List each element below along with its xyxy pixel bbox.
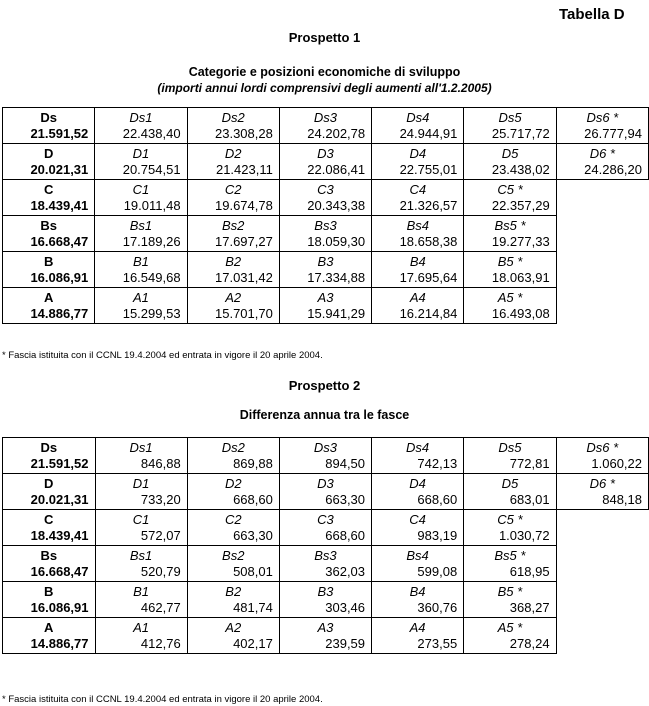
category-base-value: 16.668,47 [30,234,89,249]
position-label: Ds2 [221,110,245,125]
position-cell [556,474,648,510]
category-base-value: 18.439,41 [30,528,89,543]
position-value: 663,30 [233,528,273,543]
position-label: Ds1 [129,440,153,455]
position-cell [464,180,556,216]
position-value: 17.031,42 [215,270,273,285]
position-label: Ds3 [313,440,337,455]
position-value: 278,24 [509,636,550,651]
prospetto2-footnote: * Fascia istituita con il CCNL 19.4.2004 ed entrata in vigore il 20 aprile 2004. [2,694,323,705]
position-value: 15.299,53 [122,306,181,321]
position-label: B4 [409,254,426,269]
position-label: A3 [317,290,334,305]
position-cell [372,546,464,582]
position-value: 17.189,26 [122,234,181,249]
category-cell [3,180,95,216]
position-value: 24.286,20 [584,162,642,177]
position-label: A2 [225,290,242,305]
empty-cell [556,288,648,324]
position-cell [95,216,187,252]
position-label: D5 [501,476,519,491]
position-label: Bs1 [129,218,153,233]
table-row [3,108,649,144]
position-label: Bs1 [129,548,153,563]
position-value: 360,76 [417,600,458,615]
category-cell [3,582,96,618]
position-value: 742,13 [417,456,458,471]
position-cell [187,288,279,324]
position-cell [279,216,371,252]
position-label: Bs5 * [494,218,526,233]
position-cell [372,144,464,180]
prospetto1-footnote: * Fascia istituita con il CCNL 19.4.2004 ed entrata in vigore il 20 aprile 2004. [2,350,323,361]
position-value: 22.755,01 [399,162,458,177]
prospetto1-table [2,107,649,324]
category-cell [3,144,95,180]
position-label: C1 [132,512,150,527]
tabella-label: Tabella D [559,6,625,23]
position-cell [464,618,556,654]
position-cell [372,180,464,216]
prospetto1-subtitle-note: (importi annui lordi comprensivi degli aumenti all'1.2.2005) [157,81,492,95]
category-label: D [43,146,54,161]
empty-cell [556,180,648,216]
position-cell [556,438,648,474]
position-value: 20.343,38 [307,198,366,213]
position-label: A4 [409,620,426,635]
position-value: 16.549,68 [122,270,181,285]
position-label: A2 [225,620,242,635]
position-cell [464,510,556,546]
position-cell [372,216,464,252]
category-base-value: 21.591,52 [30,456,89,471]
position-label: D4 [409,146,427,161]
category-cell [3,288,95,324]
position-cell [95,582,187,618]
position-label: A4 [409,290,426,305]
empty-cell [556,582,648,618]
position-label: C2 [224,182,242,197]
position-label: D1 [132,146,150,161]
position-label: Bs2 [222,218,245,233]
position-cell [372,510,464,546]
category-base-value: 16.086,91 [30,270,89,285]
position-label: Ds1 [129,110,153,125]
position-cell [372,252,464,288]
position-value: 18.658,38 [399,234,458,249]
category-cell [3,108,95,144]
position-cell [464,144,556,180]
empty-cell [556,618,648,654]
table-row [3,546,649,582]
category-cell [3,216,95,252]
empty-cell [556,510,648,546]
position-label: Ds4 [406,110,430,125]
position-value: 368,27 [509,600,550,615]
position-cell [95,288,187,324]
table-row [3,438,649,474]
prospetto2-title: Prospetto 2 [288,378,361,393]
position-label: B1 [132,254,149,269]
position-cell [187,510,279,546]
category-base-value: 14.886,77 [30,306,89,321]
prospetto1-subtitle: Categorie e posizioni economiche di sviluppo [188,65,461,79]
position-value: 19.277,33 [491,234,550,249]
table-row [3,618,649,654]
position-label: A5 * [497,290,523,305]
position-cell [279,180,371,216]
position-label: B1 [133,584,150,599]
position-cell [187,546,279,582]
position-label: B3 [317,584,334,599]
category-cell [3,438,96,474]
position-cell [372,474,464,510]
position-cell [279,144,371,180]
position-cell [279,288,371,324]
position-value: 15.941,29 [307,306,366,321]
category-label: Ds [40,440,58,455]
position-label: Bs5 * [494,548,526,563]
position-label: Bs3 [314,218,337,233]
position-cell [464,438,556,474]
position-label: C2 [224,512,242,527]
category-cell [3,510,96,546]
position-cell [95,474,187,510]
position-cell [95,618,187,654]
position-value: 16.214,84 [399,306,458,321]
position-value: 18.059,30 [307,234,366,249]
position-value: 17.697,27 [215,234,273,249]
position-value: 21.326,57 [399,198,458,213]
position-cell [187,180,279,216]
position-value: 668,60 [417,492,458,507]
position-value: 362,03 [325,564,366,579]
position-cell [279,618,371,654]
position-value: 22.086,41 [307,162,366,177]
position-label: D6 * [589,476,615,491]
position-label: Ds3 [313,110,338,125]
table-row [3,180,649,216]
position-value: 599,08 [417,564,458,579]
position-label: C3 [317,182,334,197]
position-cell [279,252,371,288]
position-label: A1 [132,290,149,305]
position-value: 18.063,91 [491,270,550,285]
position-value: 848,18 [602,492,642,507]
position-label: B2 [225,254,242,269]
prospetto2-subtitle: Differenza annua tra le fasce [239,408,410,422]
position-cell [187,108,279,144]
category-label: Ds [40,110,57,125]
table-row [3,510,649,546]
position-label: Ds6 * [586,110,619,125]
position-cell [279,510,371,546]
position-cell [279,108,371,144]
prospetto2-table [2,437,649,654]
category-label: A [43,290,54,305]
position-value: 618,95 [509,564,550,579]
position-cell [464,252,556,288]
position-label: D1 [132,476,150,491]
category-label: Bs [40,218,57,233]
position-value: 25.717,72 [491,126,550,141]
position-cell [95,438,187,474]
category-label: B [43,254,54,269]
category-cell [3,546,96,582]
position-value: 462,77 [140,600,181,615]
position-value: 23.438,02 [491,162,550,177]
position-cell [187,582,279,618]
position-value: 508,01 [233,564,273,579]
position-label: Ds4 [406,440,430,455]
position-label: Bs2 [222,548,245,563]
category-base-value: 16.668,47 [30,564,89,579]
position-label: A5 * [497,620,523,635]
position-value: 412,76 [140,636,181,651]
position-label: C5 * [497,182,523,197]
position-value: 15.701,70 [215,306,273,321]
position-value: 23.308,28 [215,126,273,141]
position-label: Bs3 [314,548,337,563]
position-cell [279,474,371,510]
position-value: 772,81 [509,456,550,471]
position-cell [95,252,187,288]
position-value: 273,55 [417,636,458,651]
position-value: 869,88 [233,456,273,471]
category-label: A [44,620,54,635]
position-label: D4 [409,476,426,491]
prospetto1-title: Prospetto 1 [288,30,361,45]
table-row [3,252,649,288]
category-label: B [44,584,54,599]
position-label: C4 [409,512,426,527]
category-label: C [43,182,54,197]
position-label: D2 [224,476,242,491]
position-value: 683,01 [509,492,550,507]
position-label: D5 [501,146,519,161]
position-value: 733,20 [140,492,181,507]
position-value: 239,59 [325,636,366,651]
position-cell [556,144,648,180]
category-label: Bs [40,548,58,563]
position-cell [464,288,556,324]
position-label: C3 [317,512,334,527]
category-cell [3,252,95,288]
position-label: B4 [409,584,426,599]
position-cell [187,474,279,510]
position-cell [95,108,187,144]
position-value: 20.754,51 [122,162,181,177]
position-label: Ds6 * [586,440,619,455]
position-value: 668,60 [325,528,366,543]
category-base-value: 16.086,91 [30,600,89,615]
empty-cell [556,216,648,252]
category-label: D [44,476,54,491]
position-cell [187,618,279,654]
position-label: D3 [317,146,334,161]
position-value: 17.695,64 [399,270,458,285]
position-cell [372,288,464,324]
position-value: 1.060,22 [591,456,642,471]
position-cell [279,582,371,618]
position-cell [95,144,187,180]
position-value: 520,79 [140,564,181,579]
position-cell [464,546,556,582]
category-label: C [44,512,54,527]
position-label: C5 * [497,512,523,527]
category-cell [3,618,96,654]
position-value: 894,50 [325,456,366,471]
position-label: B5 * [497,584,523,599]
table-row [3,474,649,510]
position-label: Bs4 [406,218,429,233]
position-cell [187,216,279,252]
position-cell [464,474,556,510]
position-label: A3 [317,620,334,635]
position-cell [372,582,464,618]
table-row [3,582,649,618]
position-cell [279,438,371,474]
position-value: 21.423,11 [215,162,273,177]
position-label: D6 * [589,146,615,161]
position-value: 668,60 [233,492,273,507]
position-value: 983,19 [417,528,458,543]
position-value: 16.493,08 [491,306,550,321]
position-label: B2 [225,584,242,599]
position-cell [372,108,464,144]
position-cell [556,108,648,144]
position-label: D2 [224,146,242,161]
category-cell [3,474,96,510]
position-cell [187,438,279,474]
table-row [3,144,649,180]
empty-cell [556,252,648,288]
position-value: 846,88 [140,456,181,471]
position-value: 19.674,78 [215,198,273,213]
position-cell [95,510,187,546]
position-cell [95,546,187,582]
category-base-value: 20.021,31 [30,492,89,507]
position-cell [95,180,187,216]
position-value: 572,07 [140,528,181,543]
position-label: A1 [133,620,150,635]
position-value: 22.357,29 [491,198,550,213]
position-cell [464,108,556,144]
position-value: 24.944,91 [399,126,458,141]
position-value: 26.777,94 [584,126,642,141]
position-label: C1 [132,182,150,197]
position-cell [372,618,464,654]
position-label: Bs4 [406,548,429,563]
position-value: 17.334,88 [307,270,366,285]
position-cell [187,144,279,180]
category-base-value: 18.439,41 [30,198,89,213]
position-value: 22.438,40 [122,126,181,141]
position-cell [372,438,464,474]
table-row [3,288,649,324]
position-value: 1.030,72 [498,528,550,543]
position-value: 663,30 [325,492,366,507]
category-base-value: 20.021,31 [30,162,89,177]
category-base-value: 14.886,77 [30,636,89,651]
empty-cell [556,546,648,582]
position-cell [187,252,279,288]
position-value: 24.202,78 [307,126,366,141]
position-label: C4 [409,182,427,197]
table-row [3,216,649,252]
category-base-value: 21.591,52 [30,126,89,141]
position-label: D3 [317,476,334,491]
position-value: 303,46 [325,600,366,615]
position-label: Ds5 [498,110,522,125]
position-cell [279,546,371,582]
position-cell [464,582,556,618]
position-value: 402,17 [233,636,273,651]
position-value: 19.011,48 [123,198,181,213]
position-label: B3 [317,254,334,269]
position-label: Ds5 [498,440,522,455]
position-cell [464,216,556,252]
position-value: 481,74 [233,600,273,615]
position-label: Ds2 [221,440,245,455]
position-label: B5 * [497,254,523,269]
